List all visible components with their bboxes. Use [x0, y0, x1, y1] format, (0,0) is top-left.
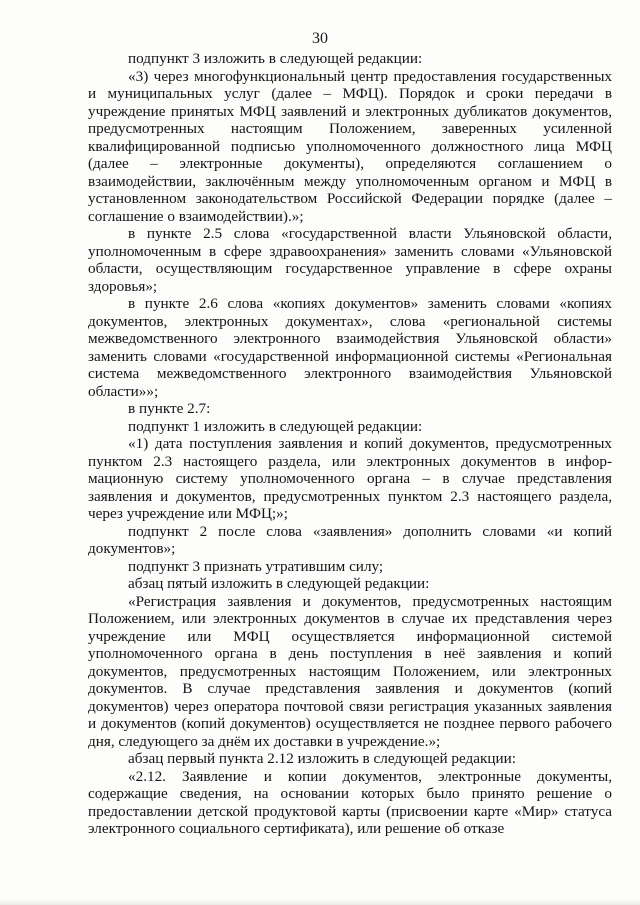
paragraph: «2.12. Заявление и копии документов, электронные документы, содержащие сведения, на основании которых было принято решение о предоставлении детской продуктовой карты (присвоении карте «Мир» статуса электронного социального сертификата), или решение об отказе	[88, 767, 612, 837]
paragraph: «Регистрация заявления и документов, предусмотренных настоящим Положением, или электронных документов в случае их представления через учреждение или МФЦ осуществляется информационной системой уполномоченного органа в день поступления в неё заявления и копий документов, предусмотренных настоящим Положением, или электронных документов. В случае представления заявления и документов (копий документов) через оператора почтовой связи регистрация указанных заявления и документов (копий документов) осуществляется не позднее первого рабочего дня, следующего за днём их доставки в учреждение.»;	[88, 592, 612, 750]
paragraph: в пункте 2.5 слова «государственной власти Ульяновской области, уполномоченным в сфере здравоохранения» заменить словами «Ульяновской области, осуществляющим государственное управление в сфере охраны здоровья»;	[88, 225, 612, 295]
paragraph: «3) через многофункциональный центр предоставления государственных и муниципальных услуг (далее – МФЦ). Порядок и сроки передачи в учреждение принятых МФЦ заявлений и электронных дубликатов документов, предусмотренных настоящим Положением, заверенных усиленной квалифицированной подписью уполномоченного должностного лица МФЦ (далее – электронные документы), определяются соглашением о взаимодействии, заключённым между уполномоченным органом и МФЦ в установленном законодательством Российской Федерации порядке (далее – соглашение о взаимодействии).»;	[88, 67, 612, 225]
document-body	[88, 50, 612, 838]
paragraph: абзац пятый изложить в следующей редакции:	[128, 575, 430, 592]
paragraph: в пункте 2.7:	[128, 400, 211, 417]
paragraph: подпункт 3 изложить в следующей редакции:	[128, 50, 423, 67]
paragraph: в пункте 2.6 слова «копиях документов» заменить словами «копиях документов, электронных документах», слова «региональной системы межведомственного электронного взаимодействия Ульяновской области» заменить словами «государственной информационной системы «Региональная система межведомственного электронного взаимодействия Ульяновской области»»;	[88, 295, 612, 400]
paragraph: «1) дата поступления заявления и копий документов, предусмотренных пунктом 2.3 настоящего раздела, или электронных документов в информационную систему уполномоченного органа – в случае представления заявления и документов, предусмотренных пунктом 2.3 настоящего раздела, через учреждение или МФЦ;»;	[88, 435, 612, 522]
paragraph: подпункт 3 признать утратившим силу;	[128, 557, 384, 575]
paragraph: подпункт 1 изложить в следующей редакции:	[128, 417, 423, 435]
page-number: 30	[312, 30, 328, 47]
paragraph: подпункт 2 после слова «заявления» дополнить словами «и копий документов»;	[88, 522, 612, 557]
page-bottom-edge	[0, 899, 640, 905]
paragraph: абзац первый пункта 2.12 изложить в следующей редакции:	[128, 750, 516, 767]
